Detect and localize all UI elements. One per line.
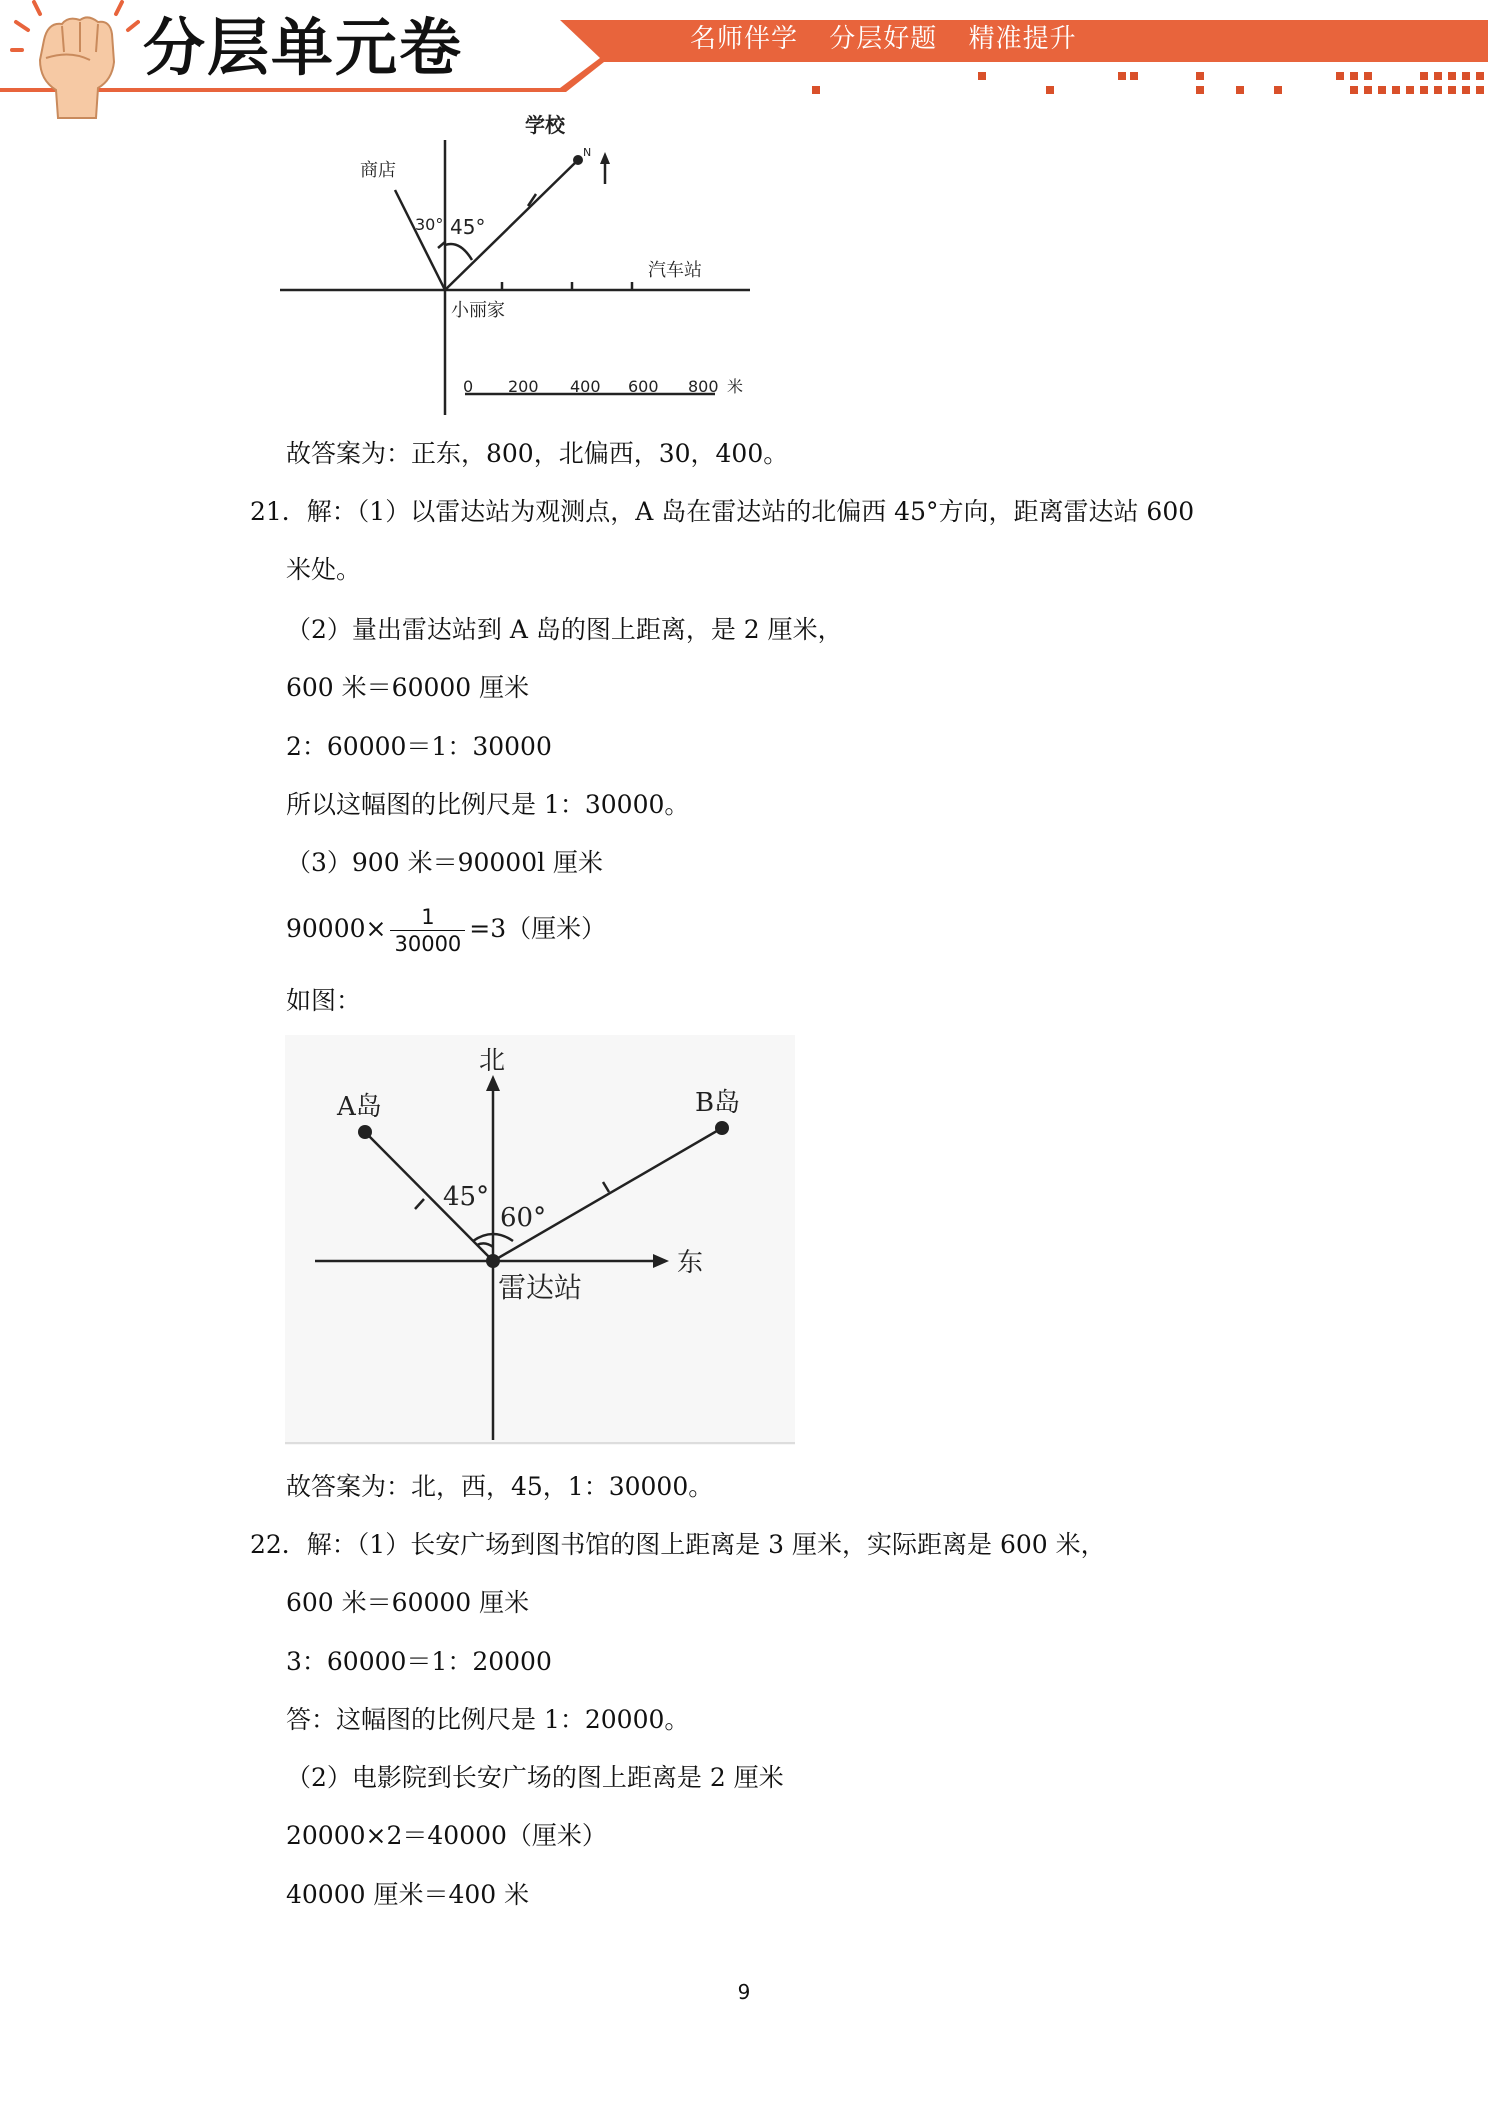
school-label: 学校 [525, 113, 565, 137]
island-b-label: B岛 [695, 1088, 741, 1118]
calc-right: =3（厘米） [469, 914, 607, 943]
question-22-calculation: 20000×2＝40000（厘米） [286, 1821, 607, 1850]
header-slogan [690, 18, 1099, 55]
island-a-label: A岛 [337, 1092, 382, 1122]
scale-0: 0 [463, 377, 474, 396]
question-21-part3: （3）900 米＝90000l 厘米 [286, 848, 604, 877]
scale-600: 600 [628, 377, 659, 396]
question-21-part2: （2）量出雷达站到 A 岛的图上距离，是 2 厘米， [286, 615, 843, 644]
scale-200: 200 [508, 377, 539, 396]
home-label: 小丽家 [451, 300, 505, 321]
slogan-1: 名师伴学 [690, 24, 799, 54]
answer-20: 故答案为：正东，800，北偏西，30，400。 [286, 439, 789, 468]
question-21-figure-intro: 如图： [286, 986, 362, 1015]
radar-diagram [285, 1035, 795, 1445]
page-number: 9 [737, 1980, 751, 2004]
decorative-squares [812, 72, 1484, 94]
calc-left: 90000× [286, 914, 387, 943]
question-22-answer: 答：这幅图的比例尺是 1：20000。 [286, 1705, 690, 1734]
slogan-2: 分层好题 [829, 24, 938, 54]
question-22-conversion: 600 米＝60000 厘米 [286, 1588, 530, 1617]
angle-60-label: 60° [500, 1203, 547, 1233]
scale-unit: 米 [727, 377, 744, 396]
question-21-conversion: 600 米＝60000 厘米 [286, 673, 530, 702]
bus-station-label: 汽车站 [648, 260, 702, 281]
slogan-3: 精准提升 [968, 24, 1077, 54]
question-21-scale-answer: 所以这幅图的比例尺是 1：30000。 [286, 790, 690, 819]
radar-point [486, 1254, 500, 1268]
brand-title: 分层单元卷 [143, 11, 464, 84]
angle-45-label: 45° [450, 215, 486, 239]
radar-label: 雷达站 [498, 1271, 583, 1304]
angle-45-label: 45° [443, 1182, 490, 1212]
question-21-ratio: 2：60000＝1：30000 [286, 732, 552, 761]
fraction [390, 904, 465, 957]
scale-800: 800 [688, 377, 719, 396]
shop-label: 商店 [360, 160, 396, 181]
question-22-ratio: 3：60000＝1：20000 [286, 1647, 552, 1676]
east-label: 东 [677, 1248, 704, 1278]
question-21-calculation [286, 904, 606, 957]
question-22-part2: （2）电影院到长安广场的图上距离是 2 厘米 [286, 1763, 784, 1792]
question-21-line2: 米处。 [286, 555, 362, 584]
angle-30-label: 30° [415, 215, 444, 234]
north-label: 北 [479, 1046, 506, 1076]
question-22-final: 40000 厘米＝400 米 [286, 1880, 530, 1909]
map-diagram-home [280, 110, 760, 420]
fraction-denominator: 30000 [394, 932, 462, 956]
answer-21: 故答案为：北，西，45，1：30000。 [286, 1472, 714, 1501]
island-b-point [715, 1121, 729, 1135]
fist-logo-icon [10, 0, 140, 120]
question-22-line1: 22．解：（1）长安广场到图书馆的图上距离是 3 厘米，实际距离是 600 米， [250, 1530, 1106, 1559]
north-mark-label: N [583, 146, 592, 159]
question-21-line1: 21．解：（1）以雷达站为观测点，A 岛在雷达站的北偏西 45°方向，距离雷达站 600 [250, 497, 1195, 526]
scale-400: 400 [570, 377, 601, 396]
page-header [0, 0, 1488, 110]
island-a-point [358, 1125, 372, 1139]
fraction-numerator: 1 [390, 904, 465, 931]
